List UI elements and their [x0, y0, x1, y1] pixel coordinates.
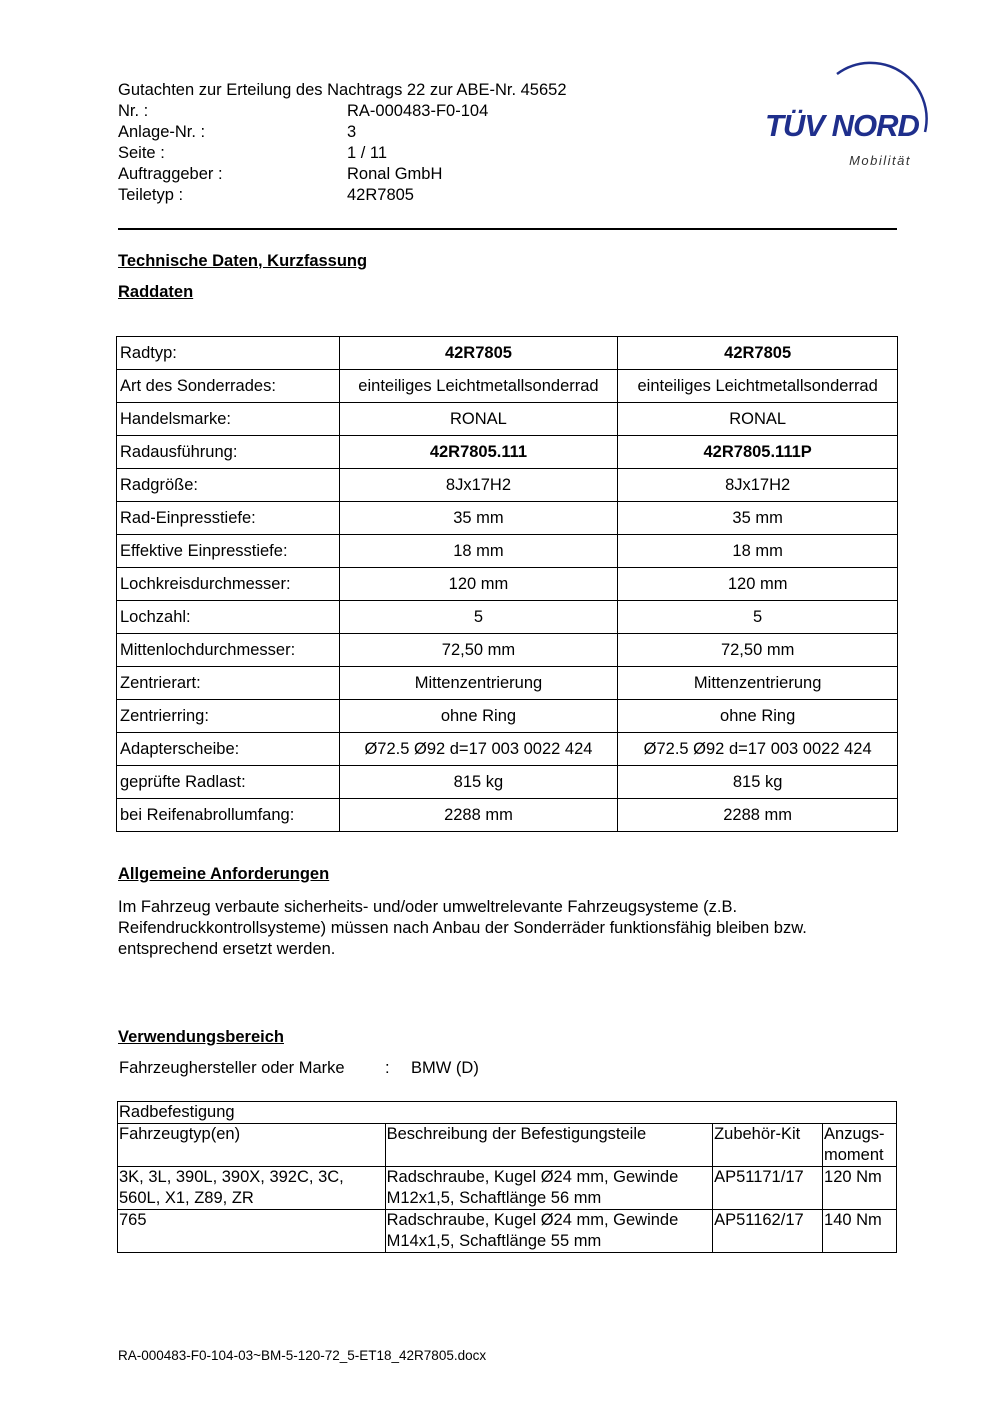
row-value: 5	[339, 601, 618, 634]
row-value: einteiliges Leichtmetallsonderrad	[339, 370, 618, 403]
row-value: 815 kg	[618, 766, 898, 799]
row-label: Radtyp:	[117, 337, 340, 370]
section-heading-anforderungen: Allgemeine Anforderungen	[118, 865, 330, 883]
row-label: Handelsmarke:	[117, 403, 340, 436]
table-row	[117, 766, 898, 799]
row-value: 72,50 mm	[339, 634, 618, 667]
section-heading-verwendung: Verwendungsbereich	[118, 1028, 284, 1046]
row-label: Zentrierring:	[117, 700, 340, 733]
row-value: 35 mm	[618, 502, 898, 535]
vehicle-value: BMW (D)	[411, 1059, 479, 1077]
vehicle-label: Fahrzeughersteller oder Marke	[119, 1059, 345, 1077]
tuv-nord-logo-graphic	[765, 58, 940, 173]
header-value: RA-000483-F0-104	[347, 102, 489, 120]
row-value: 2288 mm	[339, 799, 618, 832]
row-label: bei Reifenabrollumfang:	[117, 799, 340, 832]
header-field-auftraggeber	[118, 164, 567, 185]
section-heading-tech: Technische Daten, Kurzfassung	[118, 252, 368, 270]
table-row	[117, 700, 898, 733]
table-row	[117, 601, 898, 634]
description-cell: Radschraube, Kugel Ø24 mm, Gewinde M12x1,5, Schaftlänge 56 mm	[385, 1167, 712, 1210]
document-footer: RA-000483-F0-104-03~BM-5-120-72_5-ET18_42R7805.docx	[118, 1348, 487, 1363]
table-row	[117, 667, 898, 700]
row-label: Radausführung:	[117, 436, 340, 469]
header-label: Teiletyp :	[118, 186, 184, 204]
row-label: Zentrierart:	[117, 667, 340, 700]
row-label: Art des Sonderrades:	[117, 370, 340, 403]
row-value: Ø72.5 Ø92 d=17 003 0022 424	[618, 733, 898, 766]
wheel-mounting-table	[117, 1101, 897, 1253]
row-value: 120 mm	[339, 568, 618, 601]
header-field-seite	[118, 143, 567, 164]
header-label: Auftraggeber :	[118, 165, 223, 183]
row-label: Effektive Einpresstiefe:	[117, 535, 340, 568]
row-value: 18 mm	[339, 535, 618, 568]
anforderungen-paragraph: Im Fahrzeug verbaute sicherheits- und/oder umweltrelevante Fahrzeugsysteme (z.B. Reifendruckkontrollsysteme) müssen nach Anbau der Sonderräder funktionsfähig bleiben bzw. entsprechend ersetzt werden.	[118, 898, 807, 958]
row-value: ohne Ring	[618, 700, 898, 733]
table-row	[117, 799, 898, 832]
table-row	[117, 436, 898, 469]
row-label: Lochzahl:	[117, 601, 340, 634]
torque-cell: 120 Nm	[823, 1167, 897, 1210]
table-title: Radbefestigung	[118, 1102, 897, 1124]
table-row	[117, 733, 898, 766]
row-label: geprüfte Radlast:	[117, 766, 340, 799]
row-value: Ø72.5 Ø92 d=17 003 0022 424	[339, 733, 618, 766]
table-header-row	[118, 1124, 897, 1167]
row-value: 35 mm	[339, 502, 618, 535]
vehicle-manufacturer-line	[119, 1059, 479, 1078]
table-row	[117, 535, 898, 568]
row-value: 18 mm	[618, 535, 898, 568]
header-label: Nr. :	[118, 102, 149, 120]
header-value: 42R7805	[347, 186, 414, 204]
row-value: 8Jx17H2	[618, 469, 898, 502]
header-divider	[118, 228, 897, 230]
table-row	[118, 1167, 897, 1210]
table-title-row	[118, 1102, 897, 1124]
row-value: Mittenzentrierung	[339, 667, 618, 700]
table-row	[117, 634, 898, 667]
document-header	[118, 80, 567, 206]
header-label: Seite :	[118, 144, 165, 162]
vehicle-separator: :	[385, 1059, 390, 1077]
row-value: RONAL	[618, 403, 898, 436]
table-row	[118, 1210, 897, 1253]
table-row	[117, 568, 898, 601]
vehicle-types-cell: 3K, 3L, 390L, 390X, 392C, 3C, 560L, X1, Z89, ZR	[118, 1167, 386, 1210]
row-value: 815 kg	[339, 766, 618, 799]
kit-cell: AP51171/17	[713, 1167, 823, 1210]
row-label: Rad-Einpresstiefe:	[117, 502, 340, 535]
row-value: ohne Ring	[339, 700, 618, 733]
header-value: 1 / 11	[347, 144, 388, 162]
column-header: Anzugs-moment	[823, 1124, 897, 1167]
row-value: 42R7805.111	[339, 436, 618, 469]
table-row	[117, 370, 898, 403]
tuv-nord-logo	[765, 58, 940, 173]
description-cell: Radschraube, Kugel Ø24 mm, Gewinde M14x1,5, Schaftlänge 55 mm	[385, 1210, 712, 1253]
row-label: Radgröße:	[117, 469, 340, 502]
table-row	[117, 469, 898, 502]
column-header: Zubehör-Kit	[713, 1124, 823, 1167]
header-value: 3	[347, 123, 357, 141]
row-value: 8Jx17H2	[339, 469, 618, 502]
header-value: Ronal GmbH	[347, 165, 443, 183]
row-value: 42R7805.111P	[618, 436, 898, 469]
row-value: Mittenzentrierung	[618, 667, 898, 700]
table-row	[117, 403, 898, 436]
row-label: Lochkreisdurchmesser:	[117, 568, 340, 601]
column-header: Fahrzeugtyp(en)	[118, 1124, 386, 1167]
vehicle-types-cell: 765	[118, 1210, 386, 1253]
table-row	[117, 502, 898, 535]
column-header: Beschreibung der Befestigungsteile	[385, 1124, 712, 1167]
wheel-data-table	[116, 336, 898, 832]
logo-subtitle-text: Mobilität	[849, 153, 911, 168]
header-field-anlage	[118, 122, 567, 143]
row-value: 2288 mm	[618, 799, 898, 832]
row-value: 120 mm	[618, 568, 898, 601]
row-value: 72,50 mm	[618, 634, 898, 667]
table-row	[117, 337, 898, 370]
logo-brand-text: TÜV NORD	[765, 108, 919, 143]
row-value: einteiliges Leichtmetallsonderrad	[618, 370, 898, 403]
header-field-teiletyp	[118, 185, 567, 206]
header-field-nr	[118, 101, 567, 122]
row-label: Mittenlochdurchmesser:	[117, 634, 340, 667]
row-value: 42R7805	[618, 337, 898, 370]
row-value: 5	[618, 601, 898, 634]
row-label: Adapterscheibe:	[117, 733, 340, 766]
header-label: Anlage-Nr. :	[118, 123, 206, 141]
row-value: RONAL	[339, 403, 618, 436]
section-heading-raddaten: Raddaten	[118, 283, 194, 301]
kit-cell: AP51162/17	[713, 1210, 823, 1253]
torque-cell: 140 Nm	[823, 1210, 897, 1253]
document-title: Gutachten zur Erteilung des Nachtrags 22 zur ABE-Nr. 45652	[118, 81, 567, 99]
row-value: 42R7805	[339, 337, 618, 370]
